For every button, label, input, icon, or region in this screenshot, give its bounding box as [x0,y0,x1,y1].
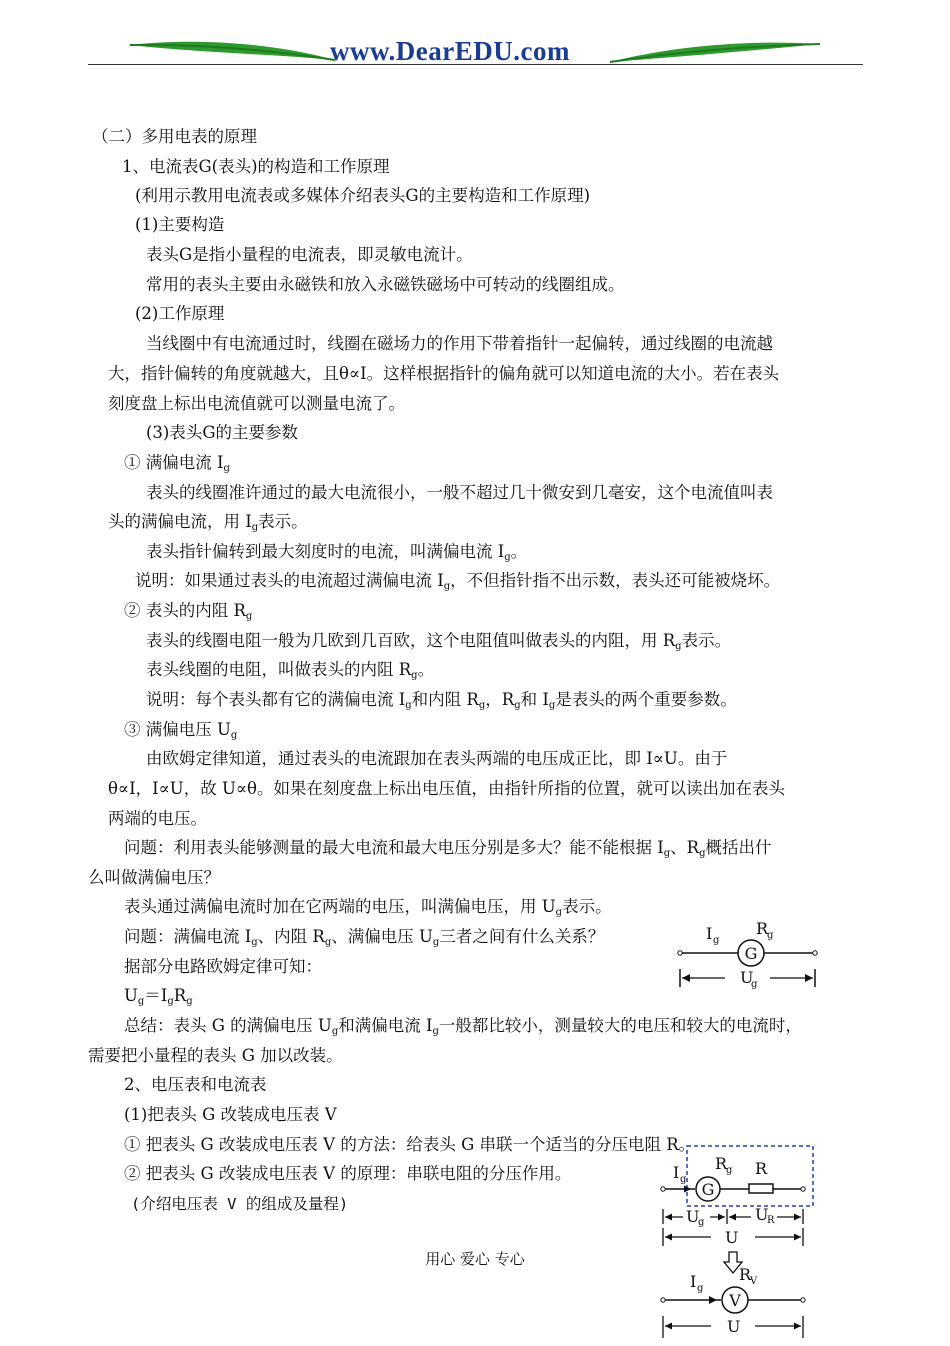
svg-text:I: I [690,1272,697,1291]
svg-text:G: G [701,1180,715,1199]
header-divider [88,64,863,65]
summary: 需要把小量程的表头 G 加以改装。 [88,1046,343,1065]
section-title: （二）多用电表的原理 [92,127,257,146]
svg-text:R: R [756,919,769,938]
note: 说明：如果通过表头的电流超过满偏电流 $I_g$，不但指针指不出示数，表头还可能被烧坏。 [135,571,781,592]
svg-text:R: R [755,1159,768,1178]
svg-text:U: U [740,968,754,987]
paragraph: 表头的线圈电阻一般为几欧到几百欧，这个电阻值叫做表头的内阻，用 $R_g$表示。 [146,631,732,652]
resistor-icon [749,1184,773,1193]
question: 问题：满偏电流 $I_g$、内阻 $R_g$、满偏电压 $U_g$三者之间有什么关系？ [124,927,605,948]
question: 问题：利用表头能够测量的最大电流和最大电压分别是多大？能不能根据 $I_g$、$R_g$概括出什 [124,838,772,859]
paragraph: 表头指针偏转到最大刻度时的电流，叫满偏电流 $I_g$。 [146,542,528,563]
paragraph: ② 把表头 G 改装成电压表 V 的原理：串联电阻的分压作用。 [124,1164,572,1183]
formula: $U_g=I_gR_g$ [124,986,193,1007]
parameter-heading: ① 满偏电流 $I_g$ [124,453,230,474]
paragraph: 刻度盘上标出电流值就可以测量电流了。 [108,394,405,413]
question: 么叫做满偏电压？ [88,868,220,887]
svg-text:R: R [767,1215,775,1226]
svg-text:U: U [755,1205,769,1224]
svg-text:U: U [686,1207,700,1226]
paragraph: 表头的线圈准许通过的最大电流很小，一般不超过几十微安到几毫安，这个电流值叫表 [146,483,773,502]
paragraph: 表头通过满偏电流时加在它两端的电压，叫满偏电压，用 $U_g$表示。 [124,897,612,918]
svg-text:R: R [715,1154,728,1173]
svg-text:g: g [680,1174,687,1185]
svg-text:I: I [706,924,713,943]
subheading: (1)主要构造 [135,215,225,234]
paragraph: 当线圈中有电流通过时，线圈在磁场力的作用下带着指针一起偏转，通过线圈的电流越 [146,334,773,353]
parameter-heading: ③ 满偏电压 $U_g$ [124,720,238,741]
subheading: (1)把表头 G 改装成电压表 V [124,1105,337,1124]
svg-text:g: g [698,1217,705,1228]
note: 说明：每个表头都有它的满偏电流 $I_g$和内阻 $R_g$，$R_g$和 $I_g$是表头的两个重要参数。 [146,690,737,711]
paragraph: (利用示教用电流表或多媒体介绍表头G的主要构造和工作原理) [135,186,591,205]
svg-text:V: V [750,1276,758,1287]
heading-1: 1、电流表G(表头)的构造和工作原理 [122,157,390,176]
svg-text:G: G [744,944,758,963]
svg-text:g: g [713,935,720,946]
svg-text:R: R [739,1265,752,1284]
svg-text:U: U [727,1317,741,1336]
page-footer: 用心 爱心 专心 [425,1250,525,1268]
paragraph: 头的满偏电流，用 $I_g$表示。 [108,512,308,533]
parameter-heading: ② 表头的内阻 $R_g$ [124,601,253,622]
svg-text:I: I [673,1163,680,1182]
site-logo[interactable]: www.DearEDU.com [330,36,570,66]
paragraph: 大，指针偏转的角度就越大，且θ∝I。这样根据指针的偏角就可以知道电流的大小。若在表头 [108,364,780,383]
subheading: (3)表头G的主要参数 [146,423,299,442]
svg-text:g: g [767,930,774,941]
circuit-diagram-voltmeter-construction [655,1140,815,1254]
paragraph: 两端的电压。 [108,809,207,828]
circuit-diagram-galvanometer [670,915,830,999]
svg-text:g: g [697,1283,704,1294]
paragraph: 表头线圈的电阻，叫做表头的内阻 $R_g$。 [146,660,435,681]
summary: 总结：表头 G 的满偏电压 $U_g$和满偏电流 $I_g$一般都比较小，测量较大的电压和较大的电流时， [124,1016,802,1037]
paragraph: 常用的表头主要由永磁铁和放入永磁铁磁场中可转动的线圈组成。 [146,275,625,294]
svg-text:g: g [726,1165,733,1176]
paragraph: 表头G是指小量程的电流表，即灵敏电流计。 [146,245,473,264]
circuit-diagram-voltmeter [655,1262,815,1346]
paragraph: (介绍电压表 V 的组成及量程) [131,1195,349,1213]
svg-text:g: g [751,979,758,990]
svg-text:U: U [725,1228,739,1247]
subheading: (2)工作原理 [135,304,225,323]
paragraph: 据部分电路欧姆定律可知： [124,957,322,976]
svg-text:V: V [729,1291,741,1310]
paragraph: θ∝I，I∝U，故 U∝θ。如果在刻度盘上标出电压值，由指针所指的位置，就可以读出加在表头 [108,779,785,798]
paragraph: ① 把表头 G 改装成电压表 V 的方法：给表头 G 串联一个适当的分压电阻 R。 [124,1135,696,1154]
heading-2: 2、电压表和电流表 [124,1075,267,1094]
paragraph: 由欧姆定律知道，通过表头的电流跟加在表头两端的电压成正比，即 I∝U。由于 [146,749,728,768]
